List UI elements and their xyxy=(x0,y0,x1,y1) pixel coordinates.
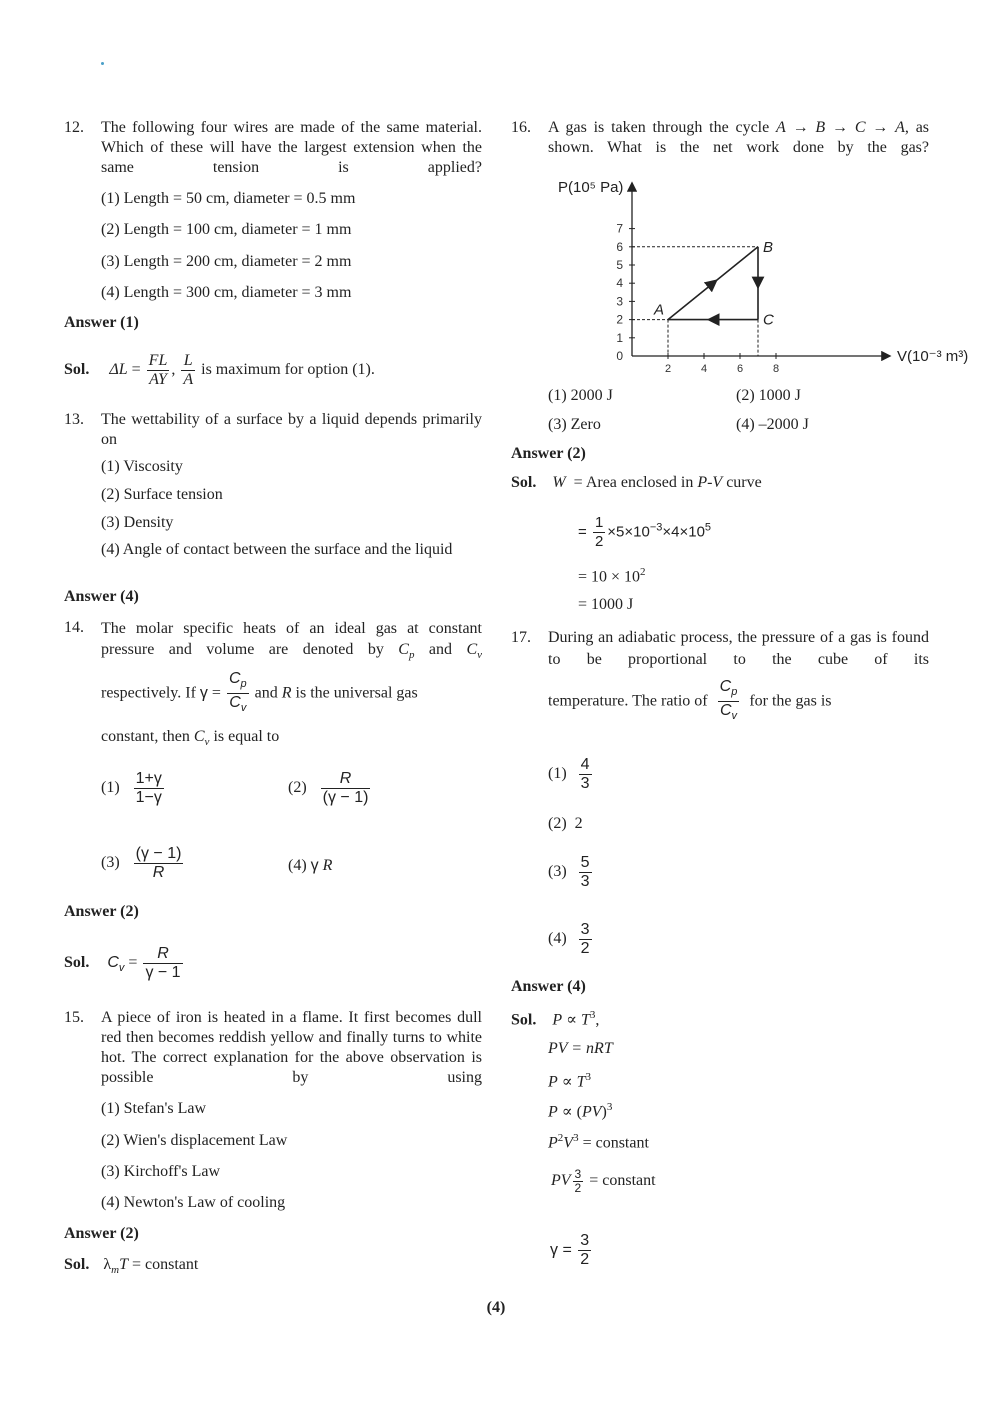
option-2[interactable]: (2) Wien's displacement Law xyxy=(101,1132,288,1149)
question-number: 14. xyxy=(64,619,84,636)
point-label-b: B xyxy=(763,238,774,256)
option-3[interactable]: (3) $\frac{5}{3}$ xyxy=(548,854,590,890)
pv-diagram-chart xyxy=(540,170,969,385)
point-label-c: C xyxy=(763,311,774,329)
solution-16-line3: = $10 \times 10^2$ xyxy=(578,566,646,586)
answer-label: Answer (2) xyxy=(64,1225,139,1242)
x-tick-label: 2 xyxy=(664,363,672,375)
question-text: The molar specific heats of an ideal gas at constant pressure and volume are denoted by $C_p$ and $C_v$ xyxy=(101,620,483,662)
x-tick-label: 4 xyxy=(700,363,708,375)
question-number: 13. xyxy=(64,411,84,428)
question-text: A gas is taken through the cycle A → B → C → A, as shown. What is the net work done by the gas? xyxy=(548,119,930,156)
point-label-a: A xyxy=(654,301,665,319)
solution-14: Sol. $C_v$ = $\frac{R}{\gamma - 1}$ xyxy=(64,945,181,981)
solution-16-line2: = $\frac{1}{2}$ $\times 5\times 10^{-3}\times 4\times 10^5$ xyxy=(578,514,712,550)
option-1[interactable]: (1) $\frac{4}{3}$ xyxy=(548,756,590,792)
option-3[interactable]: (3) Zero xyxy=(548,416,601,433)
solution-label: Sol. xyxy=(64,361,90,379)
option-2[interactable]: (2) 1000 J xyxy=(736,387,801,404)
option-1[interactable]: (1) 2000 J xyxy=(548,387,613,404)
question-14-continued: respectively. If γ = $\frac{C_p}{C_v}$ and R is the universal gas xyxy=(101,670,418,715)
solution-17-line3: $P \propto T^3$ xyxy=(548,1071,592,1091)
solution-15: Sol. $\lambda_mT$ = constant xyxy=(64,1256,199,1277)
x-tick-label: 8 xyxy=(772,363,780,375)
solution-12: Sol. ΔL = $\frac{FL}{AY}$ , $\frac{L}{A}$ is maximum for option (1). xyxy=(64,352,375,388)
solution-text: is maximum for option (1). xyxy=(201,361,375,379)
question-number: 12. xyxy=(64,119,84,136)
solution-16: Sol. W = Area enclosed in P-V curve xyxy=(511,474,762,491)
y-tick-label: 3 xyxy=(616,294,623,309)
y-axis-label: P(10⁵ Pa) xyxy=(558,179,624,196)
question-14-end: constant, then $C_v$ is equal to xyxy=(101,728,280,749)
option-1[interactable]: (1) Length = 50 cm, diameter = 0.5 mm xyxy=(101,190,356,207)
question-text: The wettability of a surface by a liquid depends primarily on xyxy=(101,411,482,448)
solution-17-line7: γ = $\frac{3}{2}$ xyxy=(550,1232,590,1268)
option-4[interactable]: (4) γ R xyxy=(288,857,333,874)
x-axis-label: V(10⁻³ m³) xyxy=(897,348,969,365)
y-tick-label: 2 xyxy=(616,312,623,327)
solution-16-line4: = 1000 J xyxy=(578,596,634,613)
solution-17-line4: P ∝ (PV)$^3$ xyxy=(548,1101,613,1121)
direction-arrow xyxy=(710,281,715,285)
option-1[interactable]: (1) Viscosity xyxy=(101,458,183,475)
option-3[interactable]: (3) Kirchoff's Law xyxy=(101,1163,220,1180)
option-2[interactable]: (2) 2 xyxy=(548,815,583,832)
option-4[interactable]: (4) Length = 300 cm, diameter = 3 mm xyxy=(101,284,352,301)
option-4[interactable]: (4) Newton's Law of cooling xyxy=(101,1194,286,1211)
y-tick-label: 7 xyxy=(616,221,623,236)
question-number: 15. xyxy=(64,1009,84,1026)
x-tick-label: 6 xyxy=(736,363,744,375)
question-text: During an adiabatic process, the pressure of a gas is found to be proportional to the cube of its xyxy=(548,629,929,668)
y-tick-label: 1 xyxy=(616,330,623,345)
y-tick-label: 0 xyxy=(616,349,623,363)
option-1[interactable]: (1) $\frac{1+\gamma}{1-\gamma}$ xyxy=(101,770,162,806)
question-17-continued: temperature. The ratio of $\frac{C_p}{C_v}$ for the gas is xyxy=(548,678,832,723)
question-number: 16. xyxy=(511,119,531,136)
solution-17-line2: PV = nRT xyxy=(548,1040,613,1057)
question-text: The following four wires are made of the same material. Which of these will have the largest extension when the same tension is applied? xyxy=(101,119,482,176)
answer-label: Answer (1) xyxy=(64,314,139,331)
solution-17-line5: $P^2V^3$ = constant xyxy=(548,1132,649,1152)
answer-label: Answer (4) xyxy=(64,588,139,605)
option-3[interactable]: (3) Density xyxy=(101,514,174,531)
page-number: (4) xyxy=(486,1299,506,1316)
question-number: 17. xyxy=(511,629,531,646)
decorative-dot xyxy=(101,62,104,65)
y-tick-label: 6 xyxy=(616,239,623,254)
option-3[interactable]: (3) $\frac{(\gamma - 1)}{R}$ xyxy=(101,845,182,881)
option-4[interactable]: (4) $\frac{3}{2}$ xyxy=(548,921,590,957)
option-4[interactable]: (4) –2000 J xyxy=(736,416,809,433)
solution-17-line6: PV $\frac{3}{2}$ = constant xyxy=(551,1167,656,1195)
y-tick-label: 4 xyxy=(616,276,623,291)
y-tick-label: 5 xyxy=(616,258,623,272)
option-2[interactable]: (2) Surface tension xyxy=(101,486,223,503)
answer-label: Answer (2) xyxy=(511,445,586,462)
option-3[interactable]: (3) Length = 200 cm, diameter = 2 mm xyxy=(101,253,352,270)
answer-label: Answer (2) xyxy=(64,903,139,920)
option-4[interactable]: (4) Angle of contact between the surface and the liquid xyxy=(101,541,453,558)
option-2[interactable]: (2) $\frac{R}{(\gamma - 1)}$ xyxy=(288,770,369,806)
question-text: A piece of iron is heated in a flame. It first becomes dull red then becomes reddish yellow and finally turns to white hot. The correct explanation for the above observation is possible by using xyxy=(101,1009,482,1086)
option-2[interactable]: (2) Length = 100 cm, diameter = 1 mm xyxy=(101,221,352,238)
solution-17: Sol. $P \propto T^3$, xyxy=(511,1009,600,1029)
answer-label: Answer (4) xyxy=(511,978,586,995)
option-1[interactable]: (1) Stefan's Law xyxy=(101,1100,207,1117)
